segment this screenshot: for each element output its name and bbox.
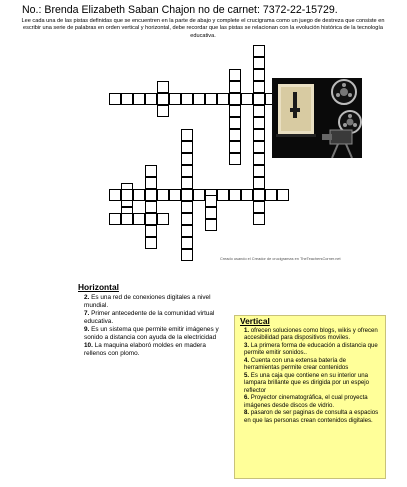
vertical-clue <box>240 342 381 357</box>
crossword-cell[interactable] <box>205 195 217 207</box>
crossword-cell[interactable] <box>205 219 217 231</box>
crossword-cell[interactable] <box>229 69 241 81</box>
crossword-cell[interactable] <box>145 93 157 105</box>
page-title: No.: Brenda Elizabeth Saban Chajon no de carnet: 7372-22-15729. <box>22 4 338 16</box>
crossword-cell[interactable] <box>253 93 265 105</box>
horizontal-clue <box>78 326 228 342</box>
crossword-cell[interactable] <box>253 105 265 117</box>
crossword-cell[interactable] <box>229 141 241 153</box>
clue-text: Primer antecedente de la comunidad virtual educativa. <box>84 310 215 325</box>
crossword-cell[interactable] <box>181 201 193 213</box>
vertical-clue <box>240 372 381 395</box>
crossword-cell[interactable] <box>229 129 241 141</box>
crossword-cell[interactable] <box>253 69 265 81</box>
crossword-cell[interactable] <box>157 105 169 117</box>
vertical-clue <box>240 409 381 424</box>
crossword-cell[interactable] <box>181 165 193 177</box>
crossword-cell[interactable] <box>253 45 265 57</box>
crossword-cell[interactable] <box>193 93 205 105</box>
credit-text: Creado usando el Creador de crucigramas en TheTeachersCorner.net <box>220 256 341 261</box>
crossword-cell[interactable] <box>205 207 217 219</box>
horizontal-clue <box>78 342 228 358</box>
vertical-clue <box>240 327 381 342</box>
clue-number: 2. <box>84 294 90 301</box>
clue-number: 9. <box>84 326 90 333</box>
horizontal-heading: Horizontal <box>78 282 119 292</box>
crossword-cell[interactable] <box>181 237 193 249</box>
crossword-cell[interactable] <box>157 93 169 105</box>
crossword-cell[interactable] <box>145 213 157 225</box>
crossword-cell[interactable] <box>181 177 193 189</box>
instructions-text: Lee cada una de las pistas definidas que se encuentren en la parte de abajo y complete el crucigrama como un juego de destreza que consiste en escribir una serie de palabras en orden vertical y horizontal, debe recordar que las pistas se relacionan con la evolución histórica de la tecnología educativa. <box>21 18 385 39</box>
vertical-heading: Vertical <box>240 316 270 326</box>
clue-text: Proyector cinematográfica, el cual proyecta imágenes desde discos de vidrio. <box>244 394 368 409</box>
crossword-cell[interactable] <box>109 213 121 225</box>
crossword-cell[interactable] <box>253 201 265 213</box>
clue-text: Es un sistema que permite emitir imágenes y sonido a distancia con ayuda de la electricidad <box>84 326 219 341</box>
crossword-cell[interactable] <box>253 117 265 129</box>
crossword-cell[interactable] <box>133 213 145 225</box>
crossword-cell[interactable] <box>253 165 265 177</box>
crossword-cell[interactable] <box>253 81 265 93</box>
clue-number: 10. <box>84 342 93 349</box>
clue-text: ofrecen soluciones como blogs, wikis y ofrecen accesibilidad para dispositivos moviles. <box>244 326 378 341</box>
vertical-clue <box>240 394 381 409</box>
film-projector-icon <box>272 78 362 158</box>
clue-number: 3. <box>244 341 250 349</box>
crossword-cell[interactable] <box>229 153 241 165</box>
crossword-cell[interactable] <box>253 57 265 69</box>
crossword-cell[interactable] <box>145 225 157 237</box>
crossword-cell[interactable] <box>133 93 145 105</box>
crossword-cell[interactable] <box>229 93 241 105</box>
crossword-cell[interactable] <box>181 141 193 153</box>
crossword-cell[interactable] <box>229 105 241 117</box>
horizontal-clue <box>78 294 228 310</box>
crossword-cell[interactable] <box>253 129 265 141</box>
crossword-cell[interactable] <box>181 93 193 105</box>
crossword-cell[interactable] <box>205 93 217 105</box>
crossword-cell[interactable] <box>277 189 289 201</box>
crossword-cell[interactable] <box>157 81 169 93</box>
crossword-cell[interactable] <box>253 153 265 165</box>
clue-text: La maquina elaboró moldes en madera rellenos con plomo. <box>84 342 206 357</box>
clue-number: 4. <box>244 356 250 364</box>
crossword-cell[interactable] <box>169 189 181 201</box>
crossword-cell[interactable] <box>181 129 193 141</box>
crossword-cell[interactable] <box>253 141 265 153</box>
crossword-cell[interactable] <box>217 189 229 201</box>
clue-text: Es una red de conexiones digitales a nivel mundial. <box>84 294 211 309</box>
clue-number: 7. <box>84 310 90 317</box>
crossword-cell[interactable] <box>145 237 157 249</box>
film-projector-image <box>272 78 362 158</box>
crossword-cell[interactable] <box>229 117 241 129</box>
crossword-cell[interactable] <box>145 177 157 189</box>
crossword-cell[interactable] <box>109 189 121 201</box>
crossword-cell[interactable] <box>229 81 241 93</box>
clue-number: 5. <box>244 371 250 379</box>
crossword-cell[interactable] <box>121 213 133 225</box>
crossword-cell[interactable] <box>181 249 193 261</box>
clue-text: La primera forma de educación a distancia que permite emitir sonidos.. <box>244 341 378 356</box>
crossword-cell[interactable] <box>109 93 121 105</box>
clue-number: 6. <box>244 394 250 401</box>
clue-text: Cuenta con una extensa batería de herramientas permite crear contenidos <box>244 356 349 371</box>
crossword-cell[interactable] <box>181 213 193 225</box>
clue-text: Es una caja que contiene en su interior una lampara brillante que es dirigida por un espejo reflector <box>244 371 369 394</box>
crossword-cell[interactable] <box>145 165 157 177</box>
crossword-cell[interactable] <box>253 177 265 189</box>
clue-number: 1. <box>244 326 250 334</box>
crossword-cell[interactable] <box>145 201 157 213</box>
crossword-cell[interactable] <box>193 189 205 201</box>
crossword-cell[interactable] <box>241 93 253 105</box>
crossword-cell[interactable] <box>253 213 265 225</box>
crossword-cell[interactable] <box>145 189 157 201</box>
crossword-cell[interactable] <box>133 189 145 201</box>
crossword-cell[interactable] <box>265 189 277 201</box>
crossword-cell[interactable] <box>169 93 181 105</box>
crossword-cell[interactable] <box>181 225 193 237</box>
clue-text: pasaron de ser paginas de consulta a espacios en que las personas crean contenidos digitales. <box>244 409 379 424</box>
crossword-cell[interactable] <box>181 189 193 201</box>
crossword-cell[interactable] <box>253 189 265 201</box>
crossword-cell[interactable] <box>217 93 229 105</box>
vertical-clues-box <box>234 315 386 479</box>
crossword-cell[interactable] <box>121 93 133 105</box>
horizontal-clue <box>78 310 228 326</box>
crossword-cell[interactable] <box>241 189 253 201</box>
crossword-cell[interactable] <box>157 189 169 201</box>
crossword-cell[interactable] <box>181 153 193 165</box>
clue-number: 8. <box>244 409 250 416</box>
vertical-clue <box>240 357 381 372</box>
crossword-cell[interactable] <box>157 213 169 225</box>
crossword-cell[interactable] <box>229 189 241 201</box>
horizontal-clues <box>78 283 228 358</box>
crossword-cell[interactable] <box>121 189 133 201</box>
